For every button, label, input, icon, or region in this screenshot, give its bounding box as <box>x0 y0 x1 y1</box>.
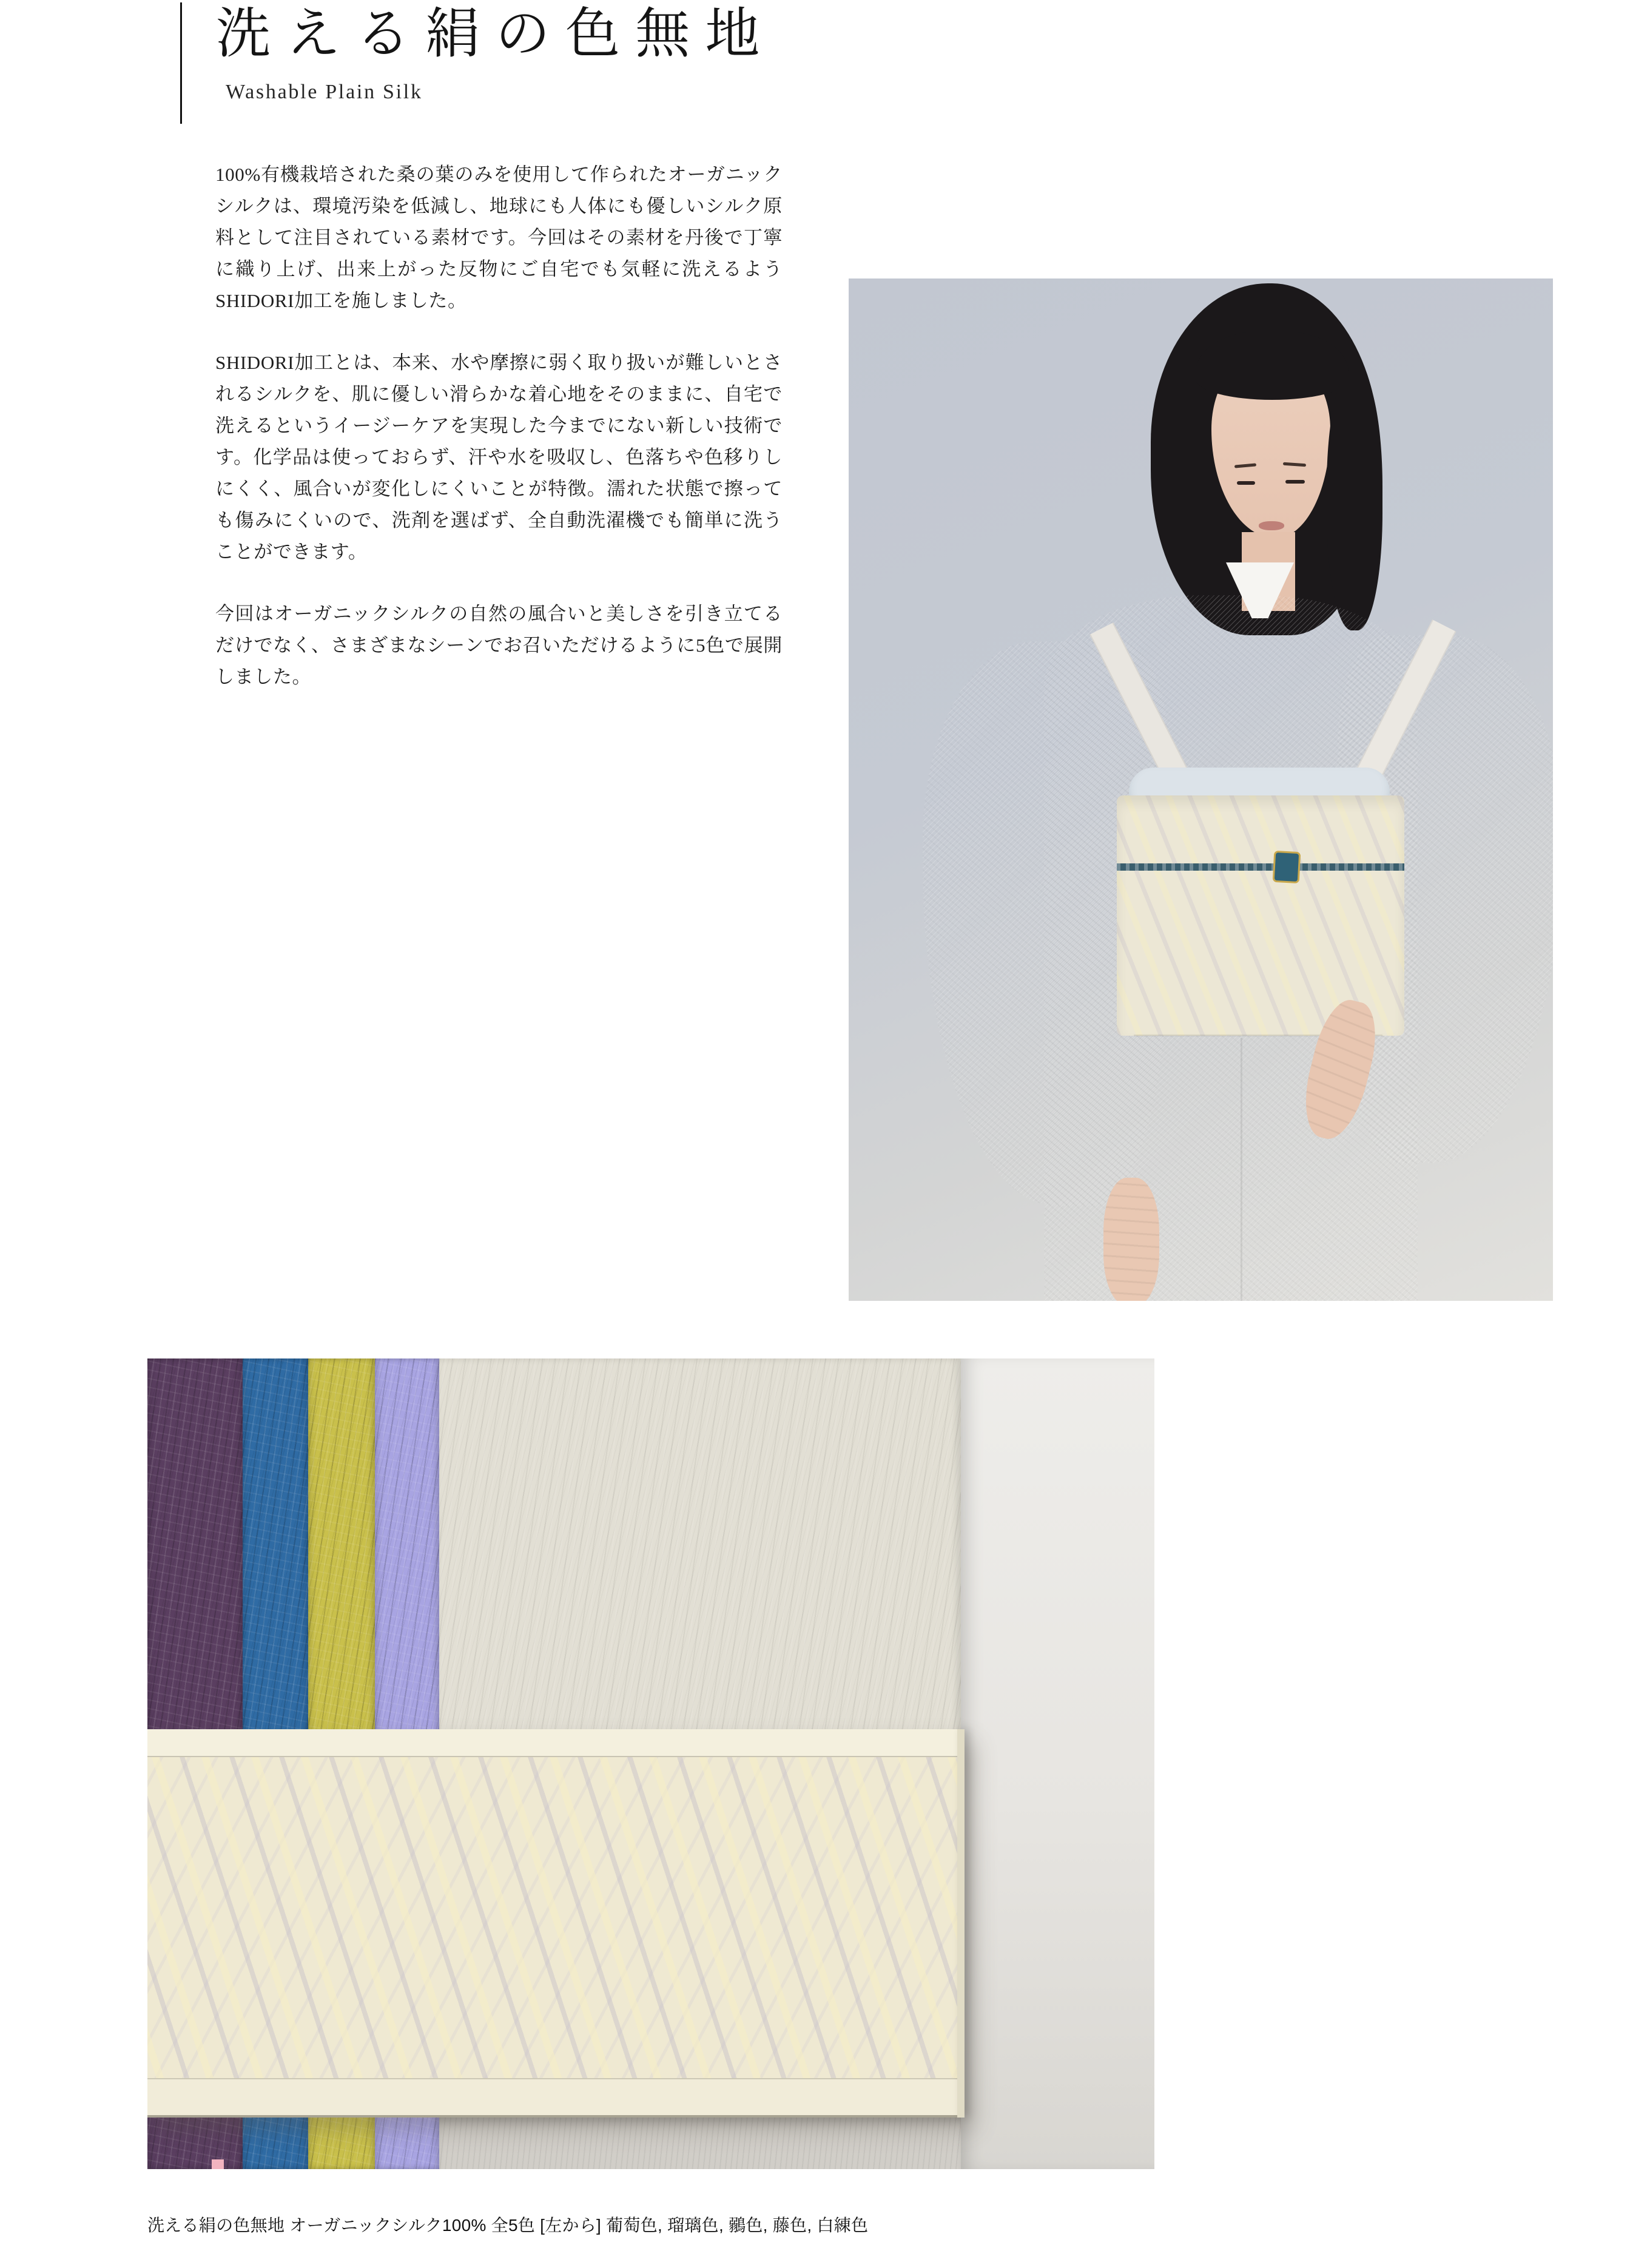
obidome-clasp <box>1273 851 1301 883</box>
fabric-photo <box>147 1358 1154 2169</box>
model-lips <box>1259 521 1284 530</box>
model-obi-belt <box>1117 795 1404 1036</box>
model-eye-right <box>1285 480 1305 484</box>
model-hair-lock-right <box>1327 370 1382 630</box>
paragraph-organic-silk: 100%有機栽培された桑の葉のみを使用して作られたオーガニックシルクは、環境汚染を低減し、地球にも人体にも優しいシルク原料として注目されている素材です。今回はその素材を丹後で丁寧に織り上げ、出来上がった反物にご自宅でも気軽に洗えるようSHIDORI加工を施しました。 <box>215 164 783 311</box>
obi-right-edge <box>957 1729 965 2118</box>
draped-obi-band <box>147 1729 965 2118</box>
kimono-skirt-crease <box>1241 1038 1242 1301</box>
model-eye-left <box>1237 481 1255 485</box>
model-hand-side <box>1103 1178 1159 1301</box>
obi-top-fold <box>147 1729 965 1757</box>
model-photo <box>849 278 1553 1301</box>
model-hair-fringe <box>1196 332 1349 400</box>
fabric-shadow-under-obi <box>439 2118 961 2169</box>
photo-caption: 洗える絹の色無地 オーガニックシルク100% 全5色 [左から] 葡萄色, 瑠璃色, 鶸色, 藤色, 白練色 <box>147 2216 869 2235</box>
studio-wall <box>961 1358 1154 2169</box>
page-subtitle: Washable Plain Silk <box>226 81 423 103</box>
paragraph-shidori-process: SHIDORI加工とは、本来、水や摩擦に弱く取り扱いが難しいとされるシルクを、肌に優しい滑らかな着心地をそのままに、自宅で洗えるというイージーケアを実現した今までにない新しい技術です。化学品は使っておらず、汗や水を吸収し、色落ちや色移りしにくく、風合いが変化しにくいことが特徴。濡れた状態で擦っても傷みにくいので、洗剤を選ばず、全自動洗濯機でも簡単に洗うことができます。 <box>215 352 783 562</box>
obi-bottom-fold <box>147 2078 965 2118</box>
fabric-pink-tag <box>212 2159 224 2169</box>
title-accent-rule <box>180 2 182 124</box>
obijime-cord <box>1117 863 1404 871</box>
intro-text <box>215 159 783 723</box>
paragraph-five-colors: 今回はオーガニックシルクの自然の風合いと美しさを引き立てるだけでなく、さまざまなシーンでお召いただけるように5色で展開しました。 <box>215 603 783 687</box>
page-title: 洗える絹の色無地 <box>216 4 775 64</box>
